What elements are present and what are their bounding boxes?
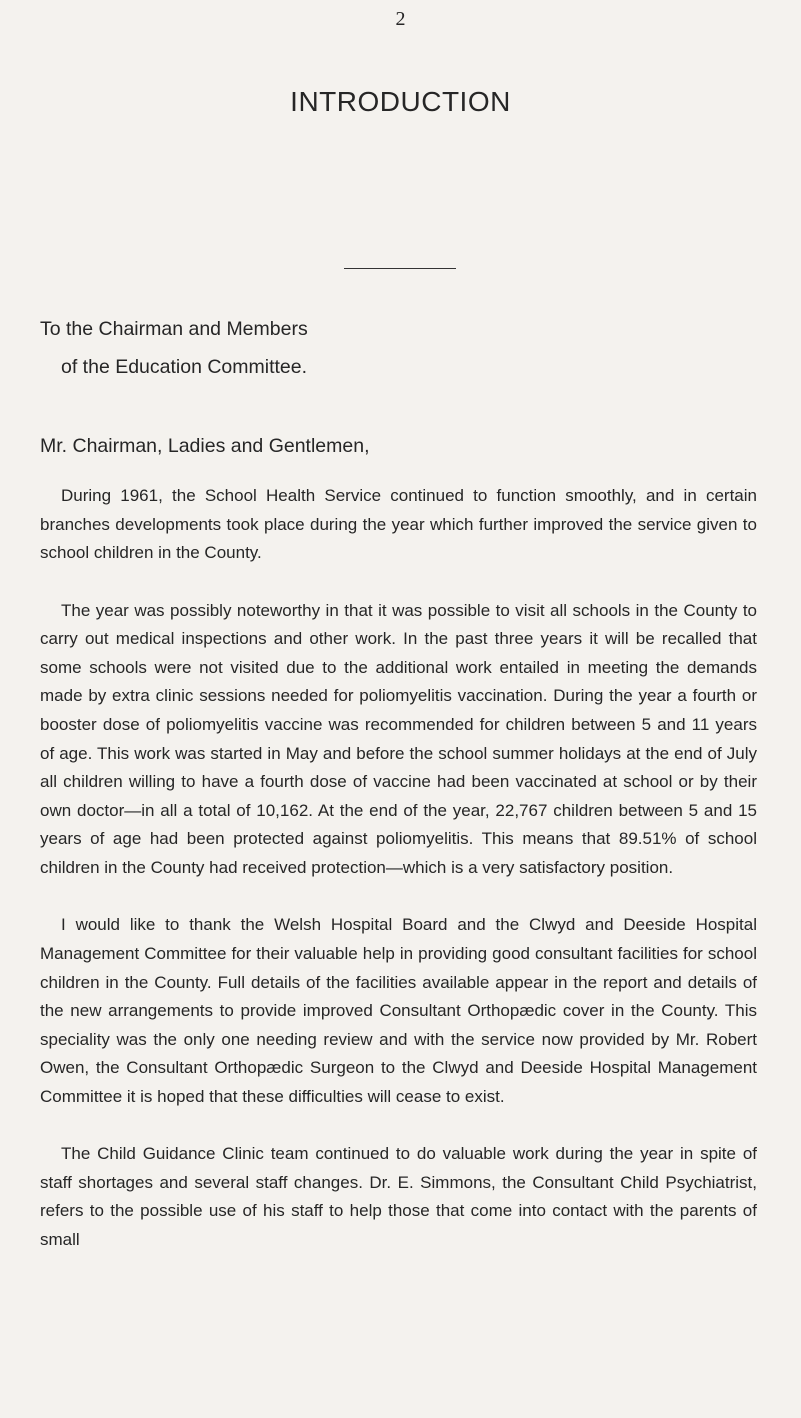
title-divider: [344, 268, 456, 269]
addressee: [40, 310, 308, 386]
addressee-line-2: of the Education Committee.: [61, 356, 308, 378]
salutation: Mr. Chairman, Ladies and Gentlemen,: [40, 435, 370, 457]
page-title: INTRODUCTION: [290, 86, 511, 117]
paragraph-child-guidance: The Child Guidance Clinic team continued to do valuable work during the year in spite of staff shortages and several staff changes. Dr. E. Simmons, the Consultant Child Psychiatrist, refers to the possible use of his staff to help those that come into contact with the parents of small: [40, 1144, 757, 1250]
paragraph-consultant-facilities: I would like to thank the Welsh Hospital Board and the Clwyd and Deeside Hospital Management Committee for their valuable help in providing good consultant facilities for school children in the County. Full details of the facilities available appear in the report and details of the new arrangements to provide improved Consultant Orthopædic cover in the County. This speciality was the only one needing review and with the service now provided by Mr. Robert Owen, the Consultant Orthopædic Surgeon to the Clwyd and Deeside Hospital Management Committee it is hoped that these difficulties will cease to exist.: [40, 915, 757, 1106]
addressee-line-1: To the Chairman and Members: [40, 318, 308, 340]
body-text: [40, 482, 757, 1283]
page-number: 2: [395, 8, 406, 30]
paragraph-school-health-service: During 1961, the School Health Service continued to function smoothly, and in certain branches developments took place during the year which further improved the service given to school children in the County.: [40, 486, 757, 563]
paragraph-poliomyelitis: The year was possibly noteworthy in that it was possible to visit all schools in the County to carry out medical inspections and other work. In the past three years it will be recalled that some schools were not visited due to the additional work entailed in meeting the demands made by extra clinic sessions needed for poliomyelitis vaccination. During the year a fourth or booster dose of poliomyelitis vaccine was recommended for children between 5 and 11 years of age. This work was started in May and before the school summer holidays at the end of July all children willing to have a fourth dose of vaccine had been vaccinated at school or by their own doctor—in all a total of 10,162. At the end of the year, 22,767 children between 5 and 15 years of age had been protected against poliomyelitis. This means that 89.51% of school children in the County had received protection—which is a very satisfactory position.: [40, 600, 757, 877]
